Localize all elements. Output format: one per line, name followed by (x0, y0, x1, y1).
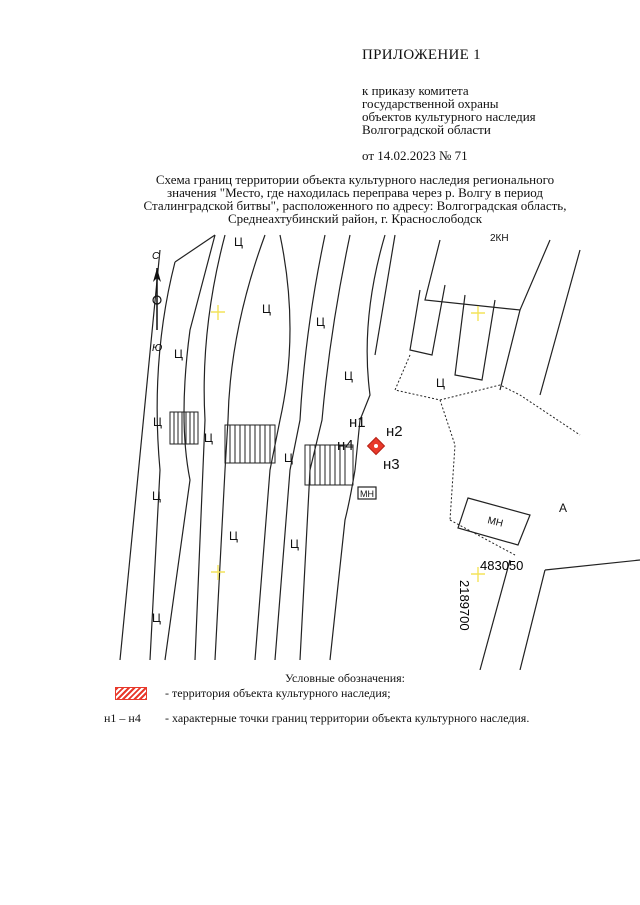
zone-label: Ц (152, 489, 161, 503)
map-line (520, 570, 545, 670)
order-line: к приказу комитета (362, 83, 469, 98)
map-line (375, 235, 395, 355)
building-label: МН (486, 515, 505, 530)
scheme-title-line: Среднеахтубинский район, г. Краснослободск (227, 211, 483, 226)
map-dotted-line (450, 520, 515, 555)
grid-cross (211, 305, 225, 320)
map-line (540, 250, 580, 395)
scheme-title-line: значения "Место, где находилась переправа через р. Волгу в период (166, 185, 544, 200)
map-dotted-line (440, 385, 580, 435)
legend-title: Условные обозначения: (285, 671, 406, 685)
zone-label: Ц (284, 451, 293, 465)
grid-cross (211, 565, 225, 580)
zone-label: Ц (234, 235, 243, 249)
zone-label: Ц (290, 537, 299, 551)
map-line (355, 235, 385, 470)
coordinate-y-label: 2189700 (457, 580, 472, 631)
point-label-n1: н1 (349, 414, 366, 431)
zone-label: Ц (204, 431, 213, 445)
map-line (455, 295, 495, 380)
legend-territory-text: - территория объекта культурного наследия; (165, 686, 391, 700)
legend-points-key: н1 – н4 (104, 711, 141, 725)
legend-points-text: - характерные точки границ территории объекта культурного наследия. (165, 711, 530, 725)
scheme-title-line: Сталинградской битвы", расположенного по адресу: Волгоградская область, (143, 198, 567, 213)
order-date: от 14.02.2023 № 71 (362, 148, 468, 163)
map-dotted-line (395, 355, 455, 520)
grid-cross (471, 306, 485, 321)
map-crossing-hatch (230, 425, 270, 463)
compass-south-label: Ю (152, 343, 163, 354)
order-line: Волгоградской области (362, 122, 491, 137)
map-line (165, 235, 215, 660)
map-line (195, 235, 225, 660)
zone-label: Ц (229, 529, 238, 543)
point-label-n4: н4 (337, 437, 354, 454)
map-line (330, 470, 355, 660)
appendix-title: ПРИЛОЖЕНИЕ 1 (362, 47, 481, 63)
order-line: государственной охраны (362, 96, 499, 111)
zone-label: Ц (153, 415, 162, 429)
point-label-n3: н3 (383, 456, 400, 473)
building-label: 2КН (490, 233, 509, 244)
map-line (500, 310, 520, 390)
map-line (150, 262, 175, 660)
zone-a-label: А (559, 501, 568, 515)
map-line (545, 560, 640, 570)
zone-label: Ц (436, 376, 445, 390)
coordinate-x-label: 483050 (480, 558, 524, 573)
legend-territory-swatch (115, 687, 147, 700)
zone-label: Ц (152, 611, 161, 625)
building-label: МН (360, 489, 374, 499)
map-line (275, 235, 325, 660)
compass-north-label: С (152, 251, 160, 262)
order-line: объектов культурного наследия (362, 109, 536, 124)
heritage-object-center (374, 444, 378, 448)
map-line (120, 250, 163, 660)
zone-label: Ц (344, 369, 353, 383)
map-line (480, 560, 510, 670)
scheme-title-line: Схема границ территории объекта культурного наследия регионального (155, 172, 555, 187)
map-line (425, 240, 550, 310)
map-line (410, 285, 445, 355)
zone-label: Ц (174, 347, 183, 361)
point-label-n2: н2 (386, 423, 403, 440)
zone-label: Ц (316, 315, 325, 329)
zone-label: Ц (262, 302, 271, 316)
